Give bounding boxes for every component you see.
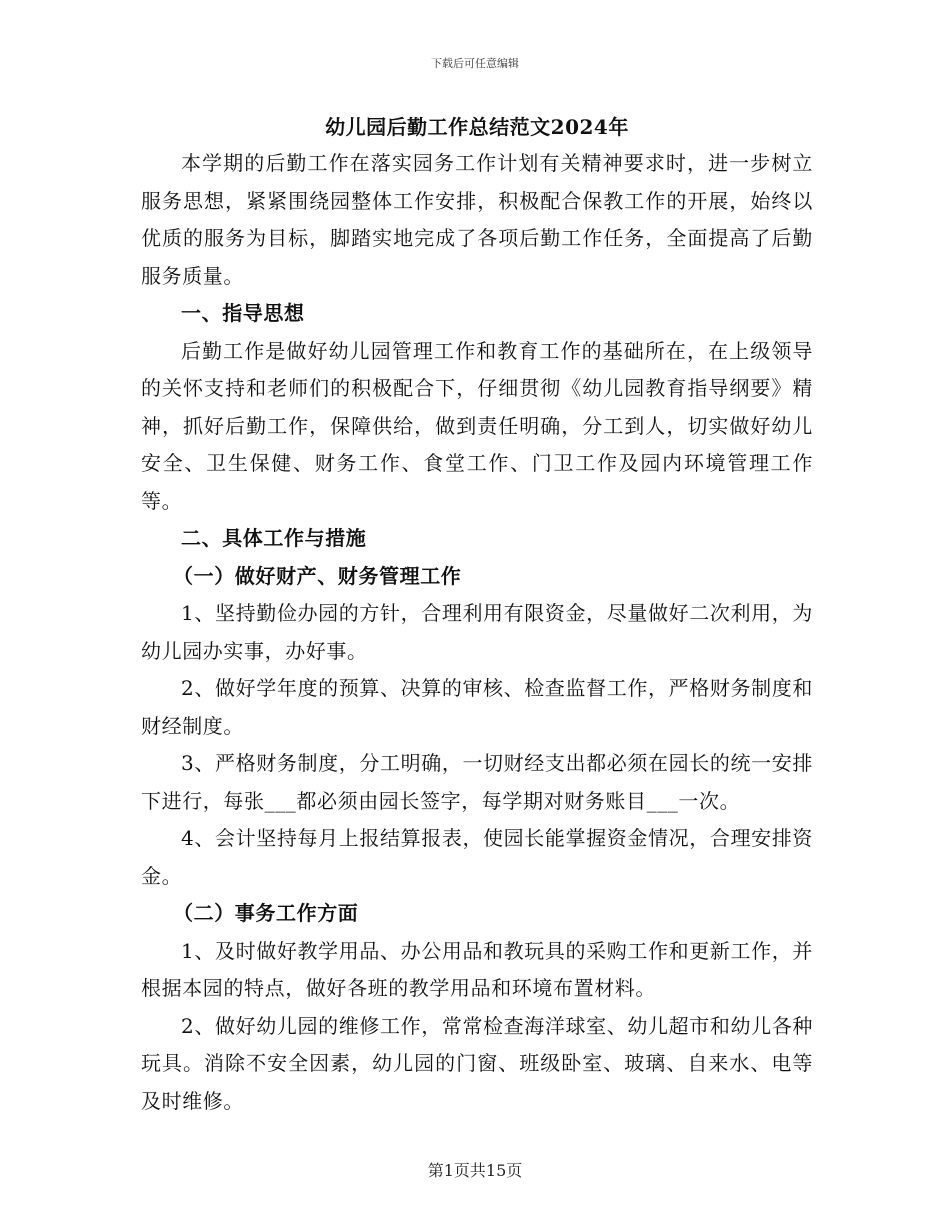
subsection-heading-finance: （一）做好财产、财务管理工作 bbox=[173, 563, 462, 588]
list-item: 4、会计坚持每月上报结算报表，使园长能掌握资金情况，合理安排资金。 bbox=[141, 826, 813, 888]
section-heading-work-measures: 二、具体工作与措施 bbox=[181, 526, 367, 550]
section-heading-guiding-ideology: 一、指导思想 bbox=[181, 301, 305, 325]
list-item: 1、及时做好教学用品、办公用品和教玩具的采购工作和更新工作，并根据本园的特点，做好各班的教学用品和环境布置材料。 bbox=[141, 938, 813, 1000]
section-paragraph-guiding-ideology: 后勤工作是做好幼儿园管理工作和教育工作的基础所在，在上级领导的关怀支持和老师们的积极配合下，仔细贯彻《幼儿园教育指导纲要》精神，抓好后勤工作，保障供给，做到责任明确，分工到人，切实做好幼儿安全、卫生保健、财务工作、食堂工作、门卫工作及园内环境管理工作等。 bbox=[141, 338, 813, 513]
header-note: 下载后可任意编辑 bbox=[431, 57, 519, 70]
document-body bbox=[141, 112, 813, 1120]
list-item: 3、严格财务制度，分工明确，一切财经支出都必须在园长的统一安排下进行，每张___都必须由园长签字，每学期对财务账目___一次。 bbox=[141, 751, 813, 813]
subsection-heading-affairs: （二）事务工作方面 bbox=[173, 901, 359, 925]
list-item: 1、坚持勤俭办园的方针，合理利用有限资金，尽量做好二次利用，为幼儿园办实事，办好事。 bbox=[141, 601, 813, 663]
intro-paragraph: 本学期的后勤工作在落实园务工作计划有关精神要求时，进一步树立服务思想，紧紧围绕园整体工作安排，积极配合保教工作的开展，始终以优质的服务为目标，脚踏实地完成了各项后勤工作任务，全面提高了后勤服务质量。 bbox=[141, 151, 813, 288]
list-item: 2、做好幼儿园的维修工作，常常检查海洋球室、幼儿超市和幼儿各种玩具。消除不安全因素，幼儿园的门窗、班级卧室、玻璃、自来水、电等及时维修。 bbox=[141, 1013, 813, 1113]
document-title: 幼儿园后勤工作总结范文2024年 bbox=[325, 115, 629, 139]
list-item: 2、做好学年度的预算、决算的审核、检查监督工作，严格财务制度和财经制度。 bbox=[141, 676, 813, 738]
page-number: 第1页共15页 bbox=[427, 1161, 523, 1180]
